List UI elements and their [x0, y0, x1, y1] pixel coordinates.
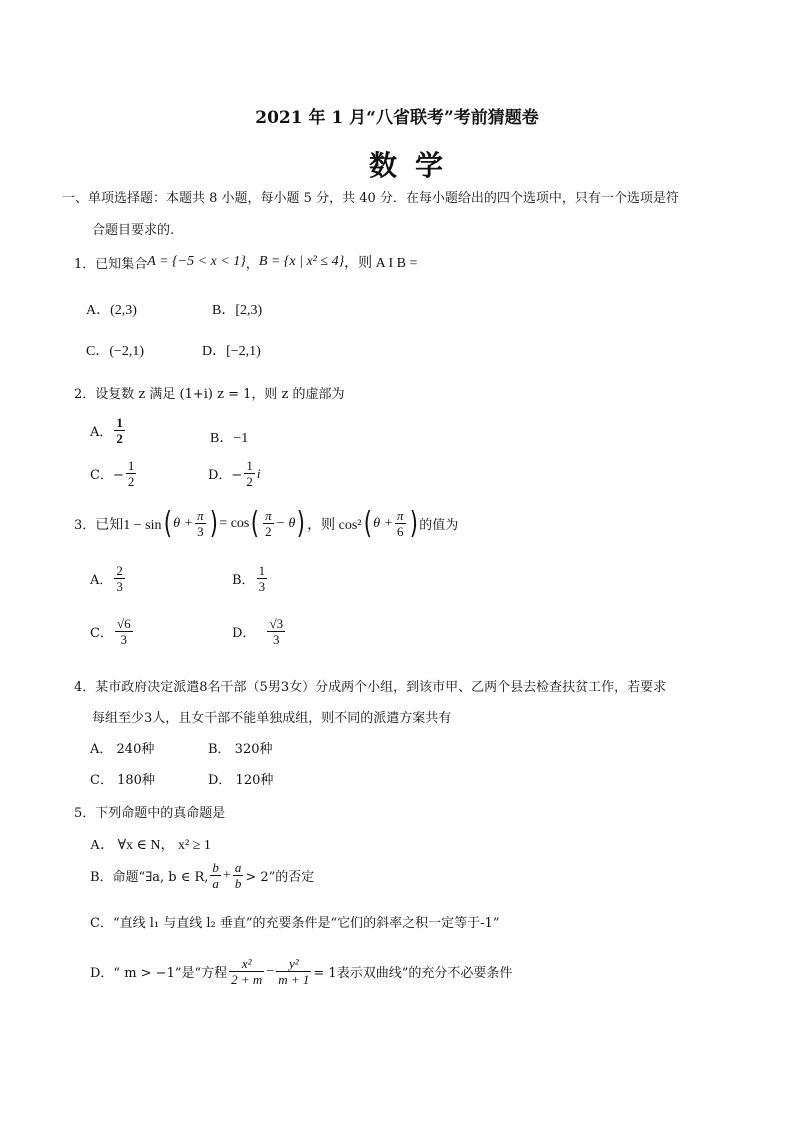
q1-option-a: A．(2,3)	[86, 303, 137, 318]
numerator: 1	[258, 563, 266, 578]
q3-expr-part: θ +	[173, 515, 194, 531]
numerator: 1	[246, 458, 253, 473]
section-instructions-line1: 一、单项选择题：本题共 8 小题，每小题 5 分，共 40 分．在每小题给出的四个选项中，只有一个选项是符	[62, 191, 679, 206]
fraction	[395, 508, 406, 539]
right-paren-icon: )	[409, 505, 418, 541]
question-5-stem: 5．下列命题中的真命题是	[74, 806, 226, 821]
left-paren-icon: (	[363, 505, 372, 541]
q2-option-a	[90, 415, 127, 446]
left-paren-icon: (	[251, 505, 260, 541]
q4-option-b: B． 320种	[208, 742, 273, 757]
option-label: D．	[232, 626, 256, 641]
denominator: 2	[246, 474, 253, 489]
numerator: 2	[116, 563, 123, 578]
option-label: B．	[232, 573, 255, 588]
q1-sep: ，	[245, 256, 259, 272]
denominator: 2	[265, 524, 272, 539]
fraction	[233, 860, 244, 891]
right-paren-icon: )	[209, 505, 218, 541]
numerator: √6	[116, 616, 131, 631]
q1-text: 已知集合	[95, 256, 148, 272]
option-text: D．“ m > −1”是“方程	[90, 966, 228, 981]
denominator: 6	[397, 524, 404, 539]
section-instructions-line2: 合题目要求的.	[92, 223, 175, 238]
fraction	[114, 563, 125, 594]
question-number: 3．	[74, 518, 96, 533]
q1-option-b: B．[2,3)	[212, 303, 263, 318]
option-label: A．	[90, 573, 113, 588]
q2-option-d	[208, 458, 260, 489]
question-4-line2: 每组至少3人，且女干部不能单独成组，则不同的派遣方案共有	[92, 711, 452, 726]
denominator: 3	[273, 632, 280, 647]
fraction	[114, 415, 125, 446]
numerator: π	[397, 508, 404, 523]
fraction	[276, 956, 311, 987]
question-1-stem	[74, 252, 417, 272]
subject-title: 数学	[368, 149, 461, 182]
fraction	[115, 616, 133, 647]
denominator: 3	[116, 579, 123, 594]
denominator: b	[234, 876, 242, 891]
q4-option-a: A． 240种	[90, 742, 155, 757]
q1-option-c: C．(−2,1)	[86, 344, 145, 359]
numerator: x²	[229, 956, 264, 972]
q3-expr-part: 的值为	[419, 518, 459, 533]
q3-option-a	[90, 563, 127, 594]
option-label: D．−	[208, 468, 243, 483]
option-label: A．	[90, 425, 113, 440]
denominator: 2	[116, 431, 123, 446]
q1-text-tail: ，则 A I B =	[344, 256, 418, 271]
q3-expr-part: − θ	[275, 515, 296, 531]
numerator: π	[197, 508, 204, 523]
option-text: B．命题“∃a, b ∈ R,	[90, 870, 209, 885]
denominator: 3	[197, 524, 204, 539]
question-3-stem	[74, 505, 459, 541]
fraction	[210, 860, 221, 891]
option-text: = 1表示双曲线”的充分不必要条件	[313, 966, 513, 981]
option-label: C．−	[90, 468, 124, 483]
imaginary-unit: i	[256, 465, 261, 481]
q3-expr-part: 已知1 − sin	[95, 517, 162, 533]
q2-text: 设复数 z 满足 (1+i) z = 1，则 z 的虚部为	[95, 387, 345, 402]
fraction	[267, 616, 285, 647]
denominator: m + 1	[278, 972, 310, 987]
right-paren-icon: )	[297, 505, 306, 541]
set-a: A = {−5 < x < 1}	[147, 254, 246, 269]
q5-option-a: A． ∀x ∈ N， x² ≥ 1	[90, 838, 211, 853]
fraction	[263, 508, 274, 539]
question-4-line1: 4．某市政府决定派遣8名干部（5男3女）分成两个小组，到该市甲、乙两个县去检查扶贫工作，若要求	[74, 680, 667, 695]
fraction	[244, 458, 255, 489]
denominator: a	[212, 876, 219, 891]
numerator: √3	[269, 616, 284, 631]
question-number: 1．	[74, 256, 96, 272]
question-2-stem	[74, 383, 345, 402]
denominator: 2	[127, 474, 135, 489]
set-b: B = {x | x² ≤ 4}	[258, 254, 345, 269]
option-label: C．	[90, 626, 113, 641]
numerator: 1	[127, 458, 135, 473]
q3-option-b	[232, 563, 269, 594]
q5-option-c: C．“直线 l₁ 与直线 l₂ 垂直”的充要条件是“它们的斜率之积一定等于-1”	[90, 916, 500, 931]
numerator: a	[234, 860, 242, 875]
q5-option-d: D．“ m > −1”是“方程 $\frac{\text{x²}}{2 + m}$ − $\frac{\text{y²}}{m + 1}$ = 1表示双曲线”的充分不必要条件	[90, 956, 513, 987]
fraction	[195, 508, 206, 539]
q3-expr-part: θ +	[373, 515, 394, 531]
q4-option-c: C． 180种	[90, 773, 155, 788]
q3-option-d	[232, 616, 287, 647]
question-number: 2．	[74, 387, 96, 402]
numerator: π	[265, 508, 272, 523]
exam-title: 2021 年 1 月“八省联考”考前猜题卷	[255, 108, 539, 128]
q2-option-b: B．−1	[210, 431, 249, 446]
q5-option-b: B．命题“∃a, b ∈ R, $\frac{b}{a}$ + $\frac{a}{b}$ > 2”的否定	[90, 860, 315, 891]
option-text: > 2”的否定	[245, 870, 315, 885]
q4-option-d: D． 120种	[208, 773, 274, 788]
q3-expr-part: ，则 cos²	[307, 517, 362, 533]
q3-expr-part: = cos	[219, 515, 250, 531]
q1-option-d: D．[−2,1)	[202, 344, 261, 359]
fraction	[257, 563, 268, 594]
left-paren-icon: (	[163, 505, 172, 541]
denominator: 3	[258, 579, 266, 594]
fraction	[229, 956, 264, 987]
numerator: 1	[116, 415, 123, 430]
numerator: b	[212, 860, 219, 875]
q3-option-c	[90, 616, 135, 647]
denominator: 2 + m	[231, 972, 263, 987]
numerator: y²	[276, 956, 311, 972]
q2-option-c	[90, 458, 138, 489]
fraction	[126, 458, 137, 489]
denominator: 3	[120, 632, 128, 647]
